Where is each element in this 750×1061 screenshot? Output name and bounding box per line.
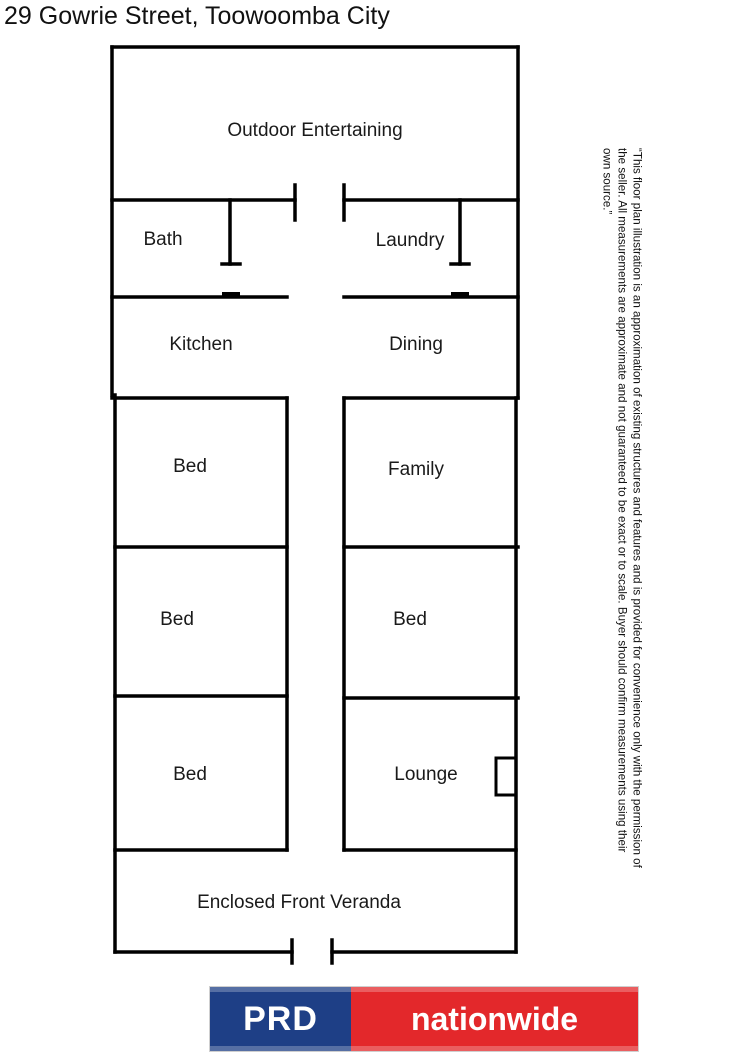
disclaimer-text: “This floor plan illustration is an approximation of existing structures and features and is provided for convenience only with the permission of the seller. All measurements are approximate and not guaranteed to be exact or to scale. Buyer should confirm measurements using their own source.” xyxy=(600,148,644,868)
room-label-enclosed-front-veranda: Enclosed Front Veranda xyxy=(197,892,401,913)
room-label-bed: Bed xyxy=(160,609,194,630)
prd-nationwide-logo xyxy=(210,987,638,1051)
logo-right-panel xyxy=(351,987,638,1051)
room-label-bath: Bath xyxy=(143,229,183,250)
room-label-kitchen: Kitchen xyxy=(169,334,233,355)
room-label-family: Family xyxy=(388,459,444,480)
room-label-bed: Bed xyxy=(393,609,427,630)
logo-right-text: nationwide xyxy=(410,1000,579,1037)
logo-left-text: PRD xyxy=(243,999,318,1038)
room-label-lounge: Lounge xyxy=(394,764,458,785)
room-label-laundry: Laundry xyxy=(375,230,445,251)
laundry-door-marker xyxy=(451,292,469,297)
page-title: 29 Gowrie Street, Toowoomba City xyxy=(4,2,390,30)
room-label-bed: Bed xyxy=(173,764,207,785)
room-label-outdoor-entertaining: Outdoor Entertaining xyxy=(227,120,403,141)
room-label-dining: Dining xyxy=(389,334,443,355)
room-label-bed: Bed xyxy=(173,456,207,477)
logo-left-panel xyxy=(210,987,351,1051)
bath-door-marker xyxy=(222,292,240,297)
lounge-fireplace xyxy=(496,758,516,795)
